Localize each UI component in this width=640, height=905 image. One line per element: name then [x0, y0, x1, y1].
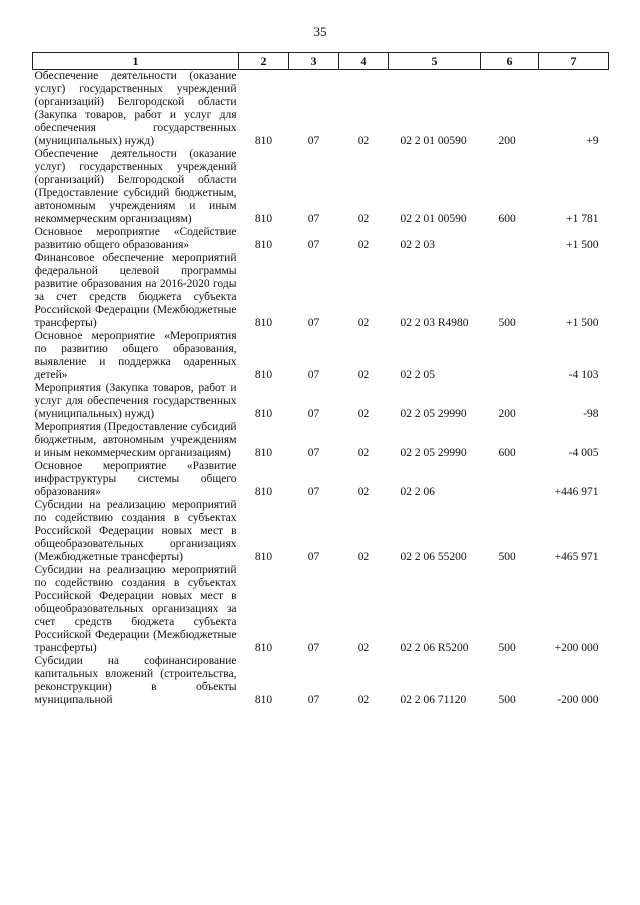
cell-subsection: 02	[357, 486, 370, 498]
cell-target-article: 02 2 06	[400, 486, 435, 498]
column-header: 4	[339, 53, 389, 70]
table-row	[33, 330, 609, 382]
cell-target-article: 02 2 06 55200	[400, 551, 467, 563]
row-description: Обеспечение деятельности (оказание услуг) государственных учреждений (организаций) Белгородской области (Предоставление субсидий бюджетным, автономным учреждениям и иным некоммерческим организациям)	[34, 148, 237, 225]
column-header: 1	[33, 53, 239, 70]
row-description: Основное мероприятие «Содействие развитию общего образования»	[34, 226, 237, 251]
table-row	[33, 655, 609, 707]
cell-target-article: 02 2 03	[400, 239, 435, 251]
cell-section: 07	[307, 642, 320, 654]
row-description: Субсидии на софинансирование капитальных вложений (строительства, реконструкции) в объекты муниципальной	[34, 655, 237, 706]
table-row	[33, 460, 609, 499]
cell-subsection: 02	[357, 694, 370, 706]
column-header: 3	[289, 53, 339, 70]
cell-subsection: 02	[357, 551, 370, 563]
cell-section: 07	[307, 408, 320, 420]
table-row	[33, 499, 609, 564]
cell-ministry: 810	[254, 694, 273, 706]
row-description: Мероприятия (Закупка товаров, работ и услуг для обеспечения государственных (муниципальных) нужд)	[34, 382, 237, 420]
cell-subsection: 02	[357, 239, 370, 251]
cell-section: 07	[307, 551, 320, 563]
cell-expense-type: 600	[498, 447, 516, 459]
cell-ministry: 810	[254, 369, 273, 381]
cell-target-article: 02 2 05 29990	[400, 447, 467, 459]
cell-expense-type	[481, 330, 539, 382]
page-number: 35	[313, 24, 327, 39]
cell-section: 07	[307, 486, 320, 498]
row-description: Основное мероприятие «Развитие инфраструктуры системы общего образования»	[34, 460, 237, 498]
cell-target-article: 02 2 05 29990	[400, 408, 467, 420]
cell-subsection: 02	[357, 135, 370, 147]
header-row	[33, 53, 609, 70]
table-row	[33, 564, 609, 655]
cell-subsection: 02	[357, 447, 370, 459]
cell-expense-type: 600	[498, 213, 516, 225]
cell-amount: -4 103	[568, 369, 599, 381]
row-description: Основное мероприятие «Мероприятия по развитию общего образования, выявление и поддержка одаренных детей»	[34, 330, 237, 381]
cell-subsection: 02	[357, 369, 370, 381]
table-row	[33, 382, 609, 421]
cell-section: 07	[307, 135, 320, 147]
column-header: 5	[389, 53, 481, 70]
row-description: Субсидии на реализацию мероприятий по содействию создания в субъектах Российской Федерации новых мест в общеобразовательных организациях (Межбюджетные трансферты)	[34, 499, 237, 563]
cell-expense-type	[481, 226, 539, 252]
cell-amount: +1 500	[566, 239, 599, 251]
column-header: 7	[539, 53, 609, 70]
cell-amount: -4 005	[568, 447, 599, 459]
cell-section: 07	[307, 694, 320, 706]
cell-target-article: 02 2 06 71120	[400, 694, 467, 706]
table-row	[33, 421, 609, 460]
cell-expense-type: 500	[498, 551, 516, 563]
cell-target-article: 02 2 06 R5200	[400, 642, 469, 654]
cell-target-article: 02 2 03 R4980	[400, 317, 469, 329]
cell-ministry: 810	[254, 213, 273, 225]
cell-ministry: 810	[254, 447, 273, 459]
cell-section: 07	[307, 213, 320, 225]
cell-subsection: 02	[357, 213, 370, 225]
row-description: Мероприятия (Предоставление субсидий бюджетным, автономным учреждениям и иным некоммерческим организациям)	[34, 421, 237, 459]
cell-expense-type: 200	[498, 135, 516, 147]
cell-amount: +446 971	[554, 486, 599, 498]
budget-table	[32, 52, 609, 707]
cell-subsection: 02	[357, 642, 370, 654]
cell-amount: +9	[586, 135, 599, 147]
row-description: Субсидии на реализацию мероприятий по содействию создания в субъектах Российской Федерации новых мест в общеобразовательных организациях за счет средств бюджета субъекта Российской Федерации (Межбюджетные трансферты)	[34, 564, 237, 654]
cell-expense-type: 500	[498, 642, 516, 654]
row-description: Финансовое обеспечение мероприятий федеральной целевой программы развитие образования на 2016-2020 годы за счет средств бюджета субъекта Российской Федерации (Межбюджетные трансферты)	[34, 252, 237, 329]
cell-expense-type: 500	[498, 694, 516, 706]
cell-amount: -98	[583, 408, 599, 420]
cell-target-article: 02 2 01 00590	[400, 213, 467, 225]
table-row	[33, 252, 609, 330]
cell-amount: +200 000	[554, 642, 599, 654]
cell-ministry: 810	[254, 642, 273, 654]
cell-section: 07	[307, 369, 320, 381]
cell-ministry: 810	[254, 551, 273, 563]
cell-ministry: 810	[254, 317, 273, 329]
cell-amount: -200 000	[557, 694, 599, 706]
column-header: 2	[239, 53, 289, 70]
cell-amount: +465 971	[554, 551, 599, 563]
table-row	[33, 148, 609, 226]
cell-amount: +1 781	[566, 213, 599, 225]
column-header: 6	[481, 53, 539, 70]
cell-ministry: 810	[254, 408, 273, 420]
cell-expense-type: 200	[498, 408, 516, 420]
cell-section: 07	[307, 239, 320, 251]
cell-ministry: 810	[254, 135, 273, 147]
cell-target-article: 02 2 01 00590	[400, 135, 467, 147]
cell-target-article: 02 2 05	[400, 369, 435, 381]
cell-subsection: 02	[357, 317, 370, 329]
cell-ministry: 810	[254, 239, 273, 251]
cell-section: 07	[307, 317, 320, 329]
cell-amount: +1 500	[566, 317, 599, 329]
cell-subsection: 02	[357, 408, 370, 420]
cell-section: 07	[307, 447, 320, 459]
row-description: Обеспечение деятельности (оказание услуг) государственных учреждений (организаций) Белгородской области (Закупка товаров, работ и услуг для обеспечения государственных (муниципальных) нужд)	[34, 70, 237, 147]
table-row	[33, 70, 609, 149]
cell-expense-type: 500	[498, 317, 516, 329]
cell-expense-type	[481, 460, 539, 499]
cell-ministry: 810	[254, 486, 273, 498]
table-row	[33, 226, 609, 252]
